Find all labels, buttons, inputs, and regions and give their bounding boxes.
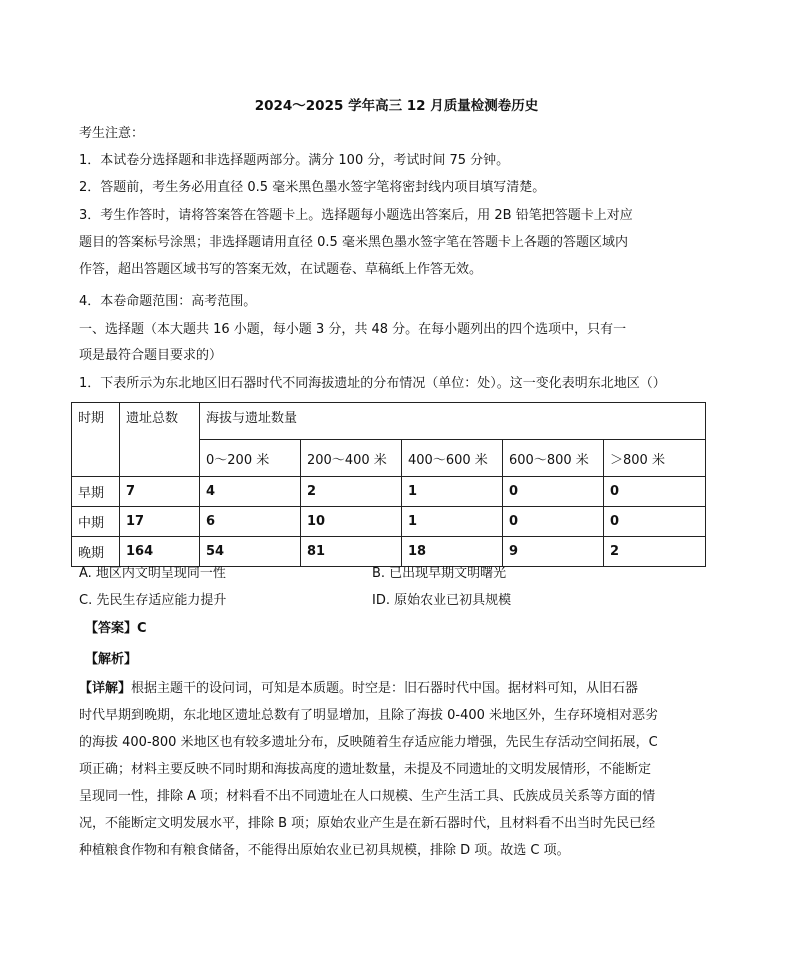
option-c: C. 先民生存适应能力提升 xyxy=(79,593,227,608)
detail-label: 【详解】 xyxy=(79,681,132,696)
period-cell: 晚期 xyxy=(72,537,120,567)
value-cell: 10 xyxy=(301,507,402,537)
value-cell: 81 xyxy=(301,537,402,567)
value-cell: 0 xyxy=(604,477,706,507)
value-cell: 9 xyxy=(503,537,604,567)
header-altitude: 600～800 米 xyxy=(503,440,604,477)
notice-heading: 考生注意： xyxy=(79,126,145,141)
answer-value: C xyxy=(137,621,147,636)
value-cell: 54 xyxy=(200,537,301,567)
table-row xyxy=(72,477,706,507)
value-cell: 2 xyxy=(604,537,706,567)
notice-4: 4．本卷命题范围：高考范围。 xyxy=(79,294,257,309)
analysis-line-6: 况，不能断定文明发展水平，排除 B 项；原始农业产生是在新石器时代，且材料看不出当时先民已经 xyxy=(79,816,656,831)
header-total: 遗址总数 xyxy=(120,403,200,477)
notice-1: 1．本试卷分选择题和非选择题两部分。满分 100 分，考试时间 75 分钟。 xyxy=(79,153,510,168)
section-heading-line1: 一、选择题（本大题共 16 小题，每小题 3 分，共 48 分。在每小题列出的四个选项中，只有一 xyxy=(79,322,627,337)
total-cell: 7 xyxy=(120,477,200,507)
value-cell: 6 xyxy=(200,507,301,537)
period-cell: 中期 xyxy=(72,507,120,537)
header-altitude: 200～400 米 xyxy=(301,440,402,477)
analysis-line-1: 【详解】根据主题干的设问词，可知是本质题。时空是：旧石器时代中国。据材料可知，从旧石器 xyxy=(79,681,639,696)
option-b: B. 已出现早期文明曙光 xyxy=(372,566,507,581)
notice-3-line3: 作答，超出答题区域书写的答案无效，在试题卷、草稿纸上作答无效。 xyxy=(79,262,483,277)
value-cell: 1 xyxy=(402,507,503,537)
value-cell: 0 xyxy=(503,477,604,507)
header-altitude: 400～600 米 xyxy=(402,440,503,477)
document-title: 2024～2025 学年高三 12 月质量检测卷历史 xyxy=(254,98,539,114)
value-cell: 4 xyxy=(200,477,301,507)
value-cell: 18 xyxy=(402,537,503,567)
section-heading-line2: 项是最符合题目要求的） xyxy=(79,348,223,363)
table-row xyxy=(72,537,706,567)
header-altitude: 0～200 米 xyxy=(200,440,301,477)
header-altitude: ＞800 米 xyxy=(604,440,706,477)
analysis-line-2: 时代早期到晚期，东北地区遗址总数有了明显增加，且除了海拔 0-400 米地区外，生存环境相对恶劣 xyxy=(79,708,659,723)
question-1-stem: 1．下表所示为东北地区旧石器时代不同海拔遗址的分布情况（单位：处）。这一变化表明东北地区（） xyxy=(79,376,666,391)
analysis-line-4: 项正确；材料主要反映不同时期和海拔高度的遗址数量，未提及不同遗址的文明发展情形，不能断定 xyxy=(79,762,652,777)
notice-3-line2: 题目的答案标号涂黑；非选择题请用直径 0.5 毫米黑色墨水签字笔在答题卡上各题的答题区域内 xyxy=(79,235,628,250)
site-distribution-table xyxy=(71,402,706,567)
table-row xyxy=(72,507,706,537)
notice-3-line1: 3．考生作答时，请将答案答在答题卡上。选择题每小题选出答案后，用 2B 铅笔把答题卡上对应 xyxy=(79,208,633,223)
value-cell: 0 xyxy=(604,507,706,537)
analysis-line-7: 种植粮食作物和有粮食储备，不能得出原始农业已初具规模，排除 D 项。故选 C 项。 xyxy=(79,843,570,858)
analysis-line-5: 呈现同一性，排除 A 项；材料看不出不同遗址在人口规模、生产生活工具、氏族成员关系等方面的情 xyxy=(79,789,656,804)
total-cell: 17 xyxy=(120,507,200,537)
period-cell: 早期 xyxy=(72,477,120,507)
notice-2: 2．答题前，考生务必用直径 0.5 毫米黑色墨水签字笔将密封线内项目填写清楚。 xyxy=(79,180,546,195)
value-cell: 1 xyxy=(402,477,503,507)
option-a: A. 地区内文明呈现同一性 xyxy=(79,566,226,581)
answer-label: 【答案】 xyxy=(85,621,138,636)
value-cell: 0 xyxy=(503,507,604,537)
option-d: ID. 原始农业已初具规模 xyxy=(372,593,512,608)
answer-line xyxy=(85,619,147,639)
total-cell: 164 xyxy=(120,537,200,567)
analysis-line-3: 的海拔 400-800 米地区也有较多遗址分布，反映随着生存适应能力增强，先民生存活动空间拓展，C xyxy=(79,735,658,750)
header-altitude-group: 海拔与遗址数量 xyxy=(200,403,706,440)
value-cell: 2 xyxy=(301,477,402,507)
analysis-label: 【解析】 xyxy=(85,652,138,667)
header-period: 时期 xyxy=(72,403,120,477)
